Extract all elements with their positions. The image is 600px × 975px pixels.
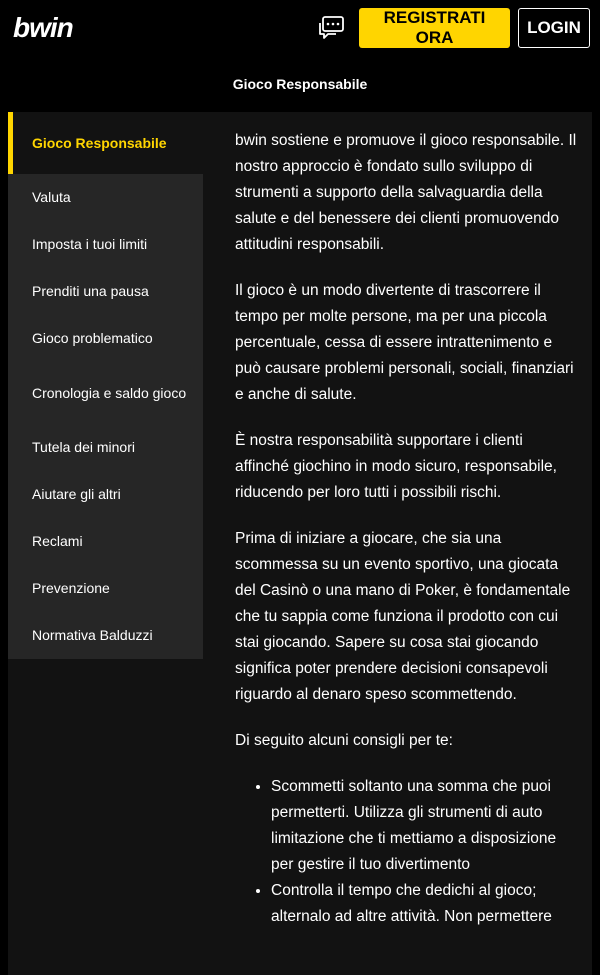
intro-paragraph: bwin sostiene e promuove il gioco responsabile. Il nostro approccio è fondato sullo sviluppo di strumenti a supporto della salvaguardia della salute e del benessere dei clienti promuovendo attitudini responsabili.: [235, 132, 577, 253]
sidebar-item-imposta-limiti[interactable]: Imposta i tuoi limiti: [32, 236, 148, 252]
paragraph: È nostra responsabilità supportare i clienti affinché giochino in modo sicuro, responsabile, riducendo per loro tutti i possibili rischi.: [235, 432, 557, 501]
list-item: • Controlla il tempo che dedichi al gioco; alternalo ad altre attività. Non permettere: [271, 878, 580, 930]
sidebar-item-tutela-minori[interactable]: Tutela dei minori: [32, 439, 135, 455]
tips-list: [235, 774, 580, 930]
sidebar-item-aiutare-altri[interactable]: Aiutare gli altri: [32, 486, 121, 502]
login-button[interactable]: LOGIN: [518, 8, 590, 48]
top-bar: [0, 0, 600, 56]
list-item: • Scommetti soltanto una somma che puoi permetterti. Utilizza gli strumenti di auto limitazione che ti mettiamo a disposizione per gestire il tuo divertimento: [271, 774, 580, 878]
sidebar-item-prenditi-pausa[interactable]: Prenditi una pausa: [32, 283, 149, 299]
sidebar-item-reclami[interactable]: Reclami: [32, 533, 83, 549]
register-button[interactable]: REGISTRATI ORA: [359, 8, 510, 48]
paragraph: Il gioco è un modo divertente di trascorrere il tempo per molte persone, ma per una piccola percentuale, cessa di essere intrattenimento e può causare problemi personali, sociali, finanziari e anche di salute.: [235, 282, 574, 403]
chat-bubble-icon[interactable]: [316, 14, 346, 42]
sidebar-item-gioco-problematico[interactable]: Gioco problematico: [32, 330, 153, 346]
bwin-logo[interactable]: bwin: [13, 12, 73, 43]
page-container: [8, 56, 592, 975]
sidebar-menu: [8, 112, 203, 659]
paragraph: Prima di iniziare a giocare, che sia una scommessa su un evento sportivo, una giocata del Casinò o una mano di Poker, è fondamentale che tu sappia come funziona il prodotto con cui stai giocando. Sapere su cosa stai giocando significa poter prendere decisioni consapevoli riguardo al denaro speso scommettendo.: [235, 530, 571, 703]
tips-intro: Di seguito alcuni consigli per te:: [235, 732, 453, 749]
sidebar-item-gioco-responsabile[interactable]: Gioco Responsabile: [8, 112, 203, 174]
sidebar-item-valuta[interactable]: Valuta: [32, 189, 71, 205]
sidebar-item-normativa-balduzzi[interactable]: Normativa Balduzzi: [32, 627, 153, 643]
article-content: [235, 128, 580, 930]
page-title: Gioco Responsabile: [8, 56, 592, 112]
sidebar-item-prevenzione[interactable]: Prevenzione: [32, 580, 110, 596]
sidebar-item-cronologia-saldo[interactable]: Cronologia e saldo gioco: [32, 384, 187, 401]
